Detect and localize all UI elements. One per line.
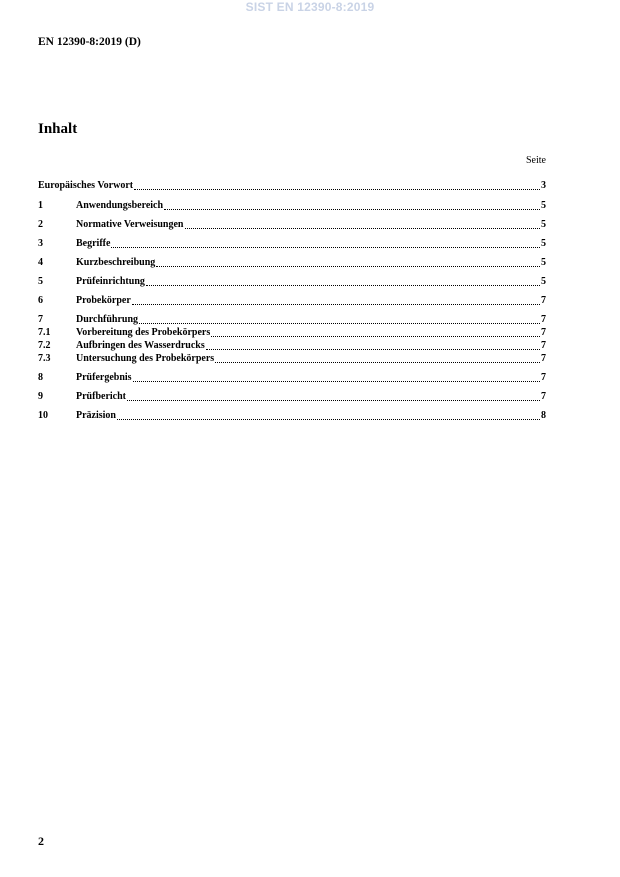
toc-entry-page: 7 bbox=[541, 295, 546, 306]
document-id: EN 12390-8:2019 (D) bbox=[38, 36, 141, 48]
toc-entry-page: 7 bbox=[541, 353, 546, 364]
dot-leader bbox=[146, 285, 540, 286]
dot-leader bbox=[117, 419, 540, 420]
toc-entry-number: 7 bbox=[38, 314, 43, 325]
dot-leader bbox=[156, 266, 540, 267]
dot-leader bbox=[211, 336, 540, 337]
toc-entry-title: Kurzbeschreibung bbox=[76, 257, 156, 268]
toc-entry-title: Durchführung bbox=[76, 314, 139, 325]
watermark: SIST EN 12390-8:2019 bbox=[245, 0, 375, 14]
toc-entry-3[interactable] bbox=[38, 238, 546, 250]
toc-entry-page: 7 bbox=[541, 372, 546, 383]
toc-entry-7[interactable] bbox=[38, 314, 546, 326]
toc-entry-number: 8 bbox=[38, 372, 43, 383]
toc-entry-7-1[interactable] bbox=[38, 327, 546, 339]
toc-entry-number: 4 bbox=[38, 257, 43, 268]
dot-leader bbox=[127, 400, 540, 401]
toc-entry-title: Präzision bbox=[76, 410, 116, 421]
toc-entry-4[interactable] bbox=[38, 257, 546, 269]
toc-entry-title: Anwendungsbereich bbox=[76, 200, 164, 211]
toc-entry-7-2[interactable] bbox=[38, 340, 546, 352]
dot-leader bbox=[134, 189, 540, 190]
toc-entry-number: 6 bbox=[38, 295, 43, 306]
toc-entry-title: Aufbringen des Wasserdrucks bbox=[76, 340, 205, 351]
toc-entry-5[interactable] bbox=[38, 276, 546, 288]
dot-leader bbox=[185, 228, 541, 229]
toc-entry-title: Prüfbericht bbox=[76, 391, 126, 402]
toc-entry-number: 2 bbox=[38, 219, 43, 230]
toc-entry-7-3[interactable] bbox=[38, 353, 546, 365]
page-number: 2 bbox=[38, 834, 44, 848]
dot-leader bbox=[111, 247, 540, 248]
toc-entry-2[interactable] bbox=[38, 219, 546, 231]
dot-leader bbox=[206, 349, 540, 350]
toc-entry-6[interactable] bbox=[38, 295, 546, 307]
toc-entry-number: 5 bbox=[38, 276, 43, 287]
toc-entry-page: 5 bbox=[541, 276, 546, 287]
toc-entry-title: Normative Verweisungen bbox=[76, 219, 184, 230]
toc-entry-page: 5 bbox=[541, 238, 546, 249]
toc-entry-title: Probekörper bbox=[76, 295, 131, 306]
dot-leader bbox=[139, 323, 540, 324]
toc-entry-page: 7 bbox=[541, 340, 546, 351]
toc-entry-page: 7 bbox=[541, 314, 546, 325]
toc-entry-number: 9 bbox=[38, 391, 43, 402]
toc-entry-page: 7 bbox=[541, 391, 546, 402]
toc-entry-title: Europäisches Vorwort bbox=[38, 180, 134, 191]
toc-entry-title: Prüfergebnis bbox=[76, 372, 132, 383]
toc-entry-title: Begriffe bbox=[76, 238, 111, 249]
toc-entry-page: 7 bbox=[541, 327, 546, 338]
toc-entry-page: 5 bbox=[541, 200, 546, 211]
toc-entry-title: Vorbereitung des Probekörpers bbox=[76, 327, 211, 338]
toc-entry-1[interactable] bbox=[38, 200, 546, 212]
page-column-label: Seite bbox=[526, 155, 546, 166]
toc-entry-number: 1 bbox=[38, 200, 43, 211]
dot-leader bbox=[215, 362, 540, 363]
toc-entry-number: 7.3 bbox=[38, 353, 51, 364]
toc-entry-number: 10 bbox=[38, 410, 48, 421]
toc-entry-number: 7.2 bbox=[38, 340, 51, 351]
toc-entry-8[interactable] bbox=[38, 372, 546, 384]
toc-entry-page: 8 bbox=[541, 410, 546, 421]
dot-leader bbox=[132, 304, 540, 305]
toc-entry-page: 5 bbox=[541, 257, 546, 268]
dot-leader bbox=[133, 381, 540, 382]
toc-entry-foreword[interactable] bbox=[38, 180, 546, 192]
toc-entry-page: 3 bbox=[541, 180, 546, 191]
dot-leader bbox=[164, 209, 540, 210]
toc-entry-10[interactable] bbox=[38, 410, 546, 422]
toc-heading: Inhalt bbox=[38, 121, 78, 137]
toc-entry-9[interactable] bbox=[38, 391, 546, 403]
toc-entry-number: 7.1 bbox=[38, 327, 51, 338]
table-of-contents bbox=[38, 0, 546, 877]
toc-entry-title: Prüfeinrichtung bbox=[76, 276, 145, 287]
toc-entry-page: 5 bbox=[541, 219, 546, 230]
toc-entry-title: Untersuchung des Probekörpers bbox=[76, 353, 215, 364]
toc-entry-number: 3 bbox=[38, 238, 43, 249]
